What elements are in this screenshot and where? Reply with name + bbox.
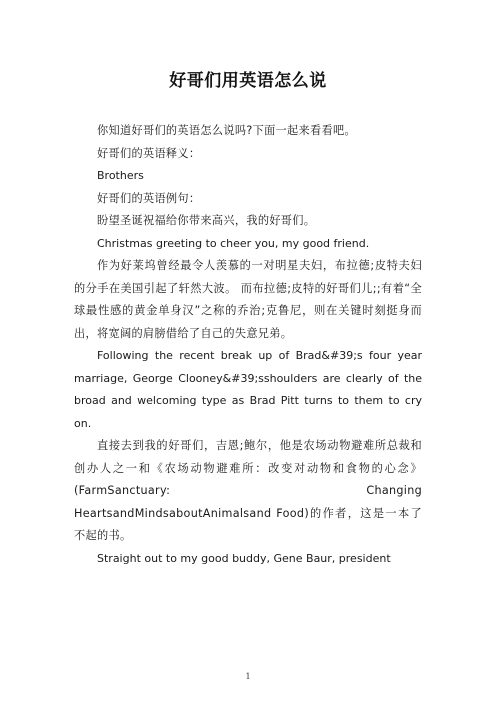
paragraph-example-1-en: Christmas greeting to cheer you, my good friend. [97,236,370,250]
paragraph-example-2-zh: 作为好莱坞曾经最令人羡慕的一对明星夫妇，布拉德;皮特夫妇的分手在美国引起了轩然大波。 而布拉德;皮特的好哥们儿;;有着“全球最性感的黄金单身汉”之称的乔治;克鲁尼，则在关键时刻挺身而出，将宽阔的肩膀借给了自己的失意兄弟。 [74,259,422,340]
paragraph-definition: Brothers [97,169,144,182]
paragraph-example-1-zh: 盼望圣诞祝福给你带来高兴，我的好哥们。 [97,214,316,227]
page-number: 1 [245,672,251,681]
document-body [74,120,422,570]
paragraph-intro: 你知道好哥们的英语怎么说吗?下面一起来看看吧。 [97,124,356,137]
paragraph-examples-heading: 好哥们的英语例句： [97,191,201,205]
paragraph-example-3-en: Straight out to my good buddy, Gene Baur, president [97,551,391,565]
paragraph-example-2-en: Following the recent break up of Brad&#39;s four year marriage, George Clooney&#39;sshoulders are clearly of the broad and welcoming type as Brad Pitt turns to them to cry on. [74,349,422,430]
document-title: 好哥们用英语怎么说 [169,71,327,91]
paragraph-definition-heading: 好哥们的英语释义： [97,146,201,160]
paragraph-example-3-zh: 直接去到我的好哥们，吉恩;鲍尔，他是农场动物避难所总裁和创办人之一和《农场动物避难所：改变对动物和食物的心念》(FarmSanctuary: Changing HeartsandMindsaboutAnimalsand Food)的作者，这是一本了不起的书。 [74,439,422,542]
